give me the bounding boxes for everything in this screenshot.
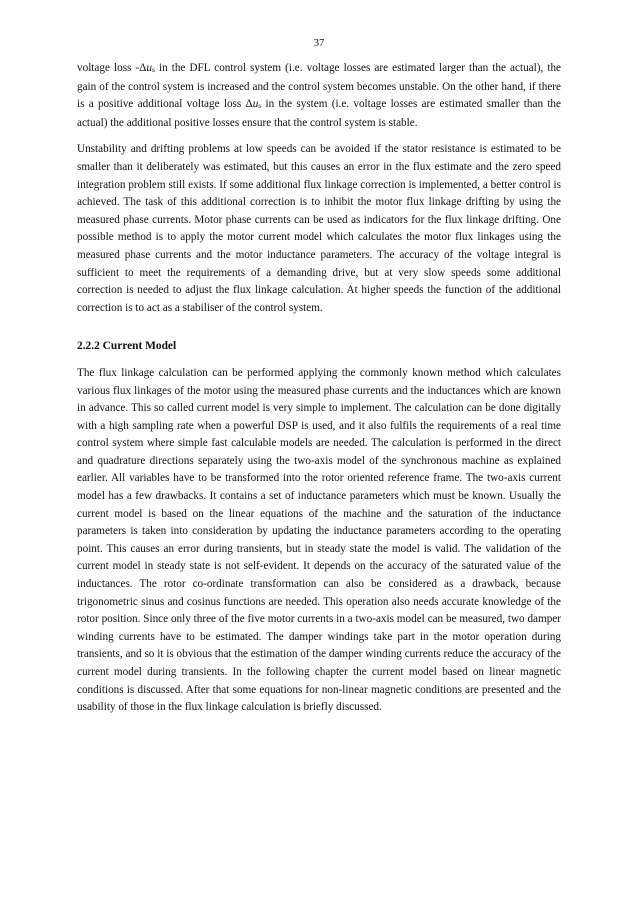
paragraph-text-segment: voltage loss -Δ bbox=[77, 62, 147, 74]
section-heading: 2.2.2 Current Model bbox=[77, 340, 177, 353]
paragraph-text-segment: in the DFL control system (i.e. voltage losses are estimated larger than the actual), the gain of the control system is increased and the control system becomes unstable. On the other hand, if there is a positive additional voltage loss Δ bbox=[77, 62, 561, 111]
paragraph-voltage-loss bbox=[77, 60, 561, 132]
paragraph-text-segment: in the system (i.e. voltage losses are estimated smaller than the actual) the additional positive losses ensure that the control system is stable. bbox=[77, 98, 561, 129]
paragraph-current-model: The flux linkage calculation can be performed applying the commonly known method which calculates various flux linkages of the motor using the measured phase currents and the inductances which are known in advance. This so called current model is very simple to implement. The calculation can be done digitally with a high sampling rate when a powerful DSP is used, and it also fulfils the requirements of a real time control system where simple fast calculable models are needed. The calculation is performed in the direct and quadrature directions separately using the two-axis model of the synchronous machine as explained earlier. All variables have to be transformed into the rotor oriented reference frame. The two-axis current model has a few drawbacks. It contains a set of inductance parameters which must be known. Usually the current model is based on the linear equations of the machine and the saturation of the inductance parameters is taken into consideration by updating the inductance parameters according to the operating point. This causes an error during transients, but in steady state the model is valid. The validation of the current model in steady state is not self-evident. It depends on the accuracy of the saturated value of the inductances. The rotor co-ordinate transformation can also be considered as a drawback, because trigonometric sinus and cosinus functions are needed. This operation also needs accurate knowledge of the rotor position. Since only three of the five motor currents in a two-axis model can be measured, two damper winding currents have to be estimated. The damper windings take part in the motor operation during transients, and so it is obvious that the estimation of the damper winding currents reduce the accuracy of the current model during transients. In the following chapter the current model based on linear magnetic conditions is discussed. After that some equations for non-linear magnetic conditions are presented and the usability of those in the flux linkage calculation is briefly discussed. bbox=[77, 366, 561, 714]
page-number: 37 bbox=[313, 38, 325, 49]
math-subscript: s bbox=[258, 101, 262, 111]
math-variable: u bbox=[146, 62, 152, 74]
page-body bbox=[77, 60, 561, 726]
math-subscript: s bbox=[151, 65, 155, 74]
math-variable: u bbox=[252, 98, 259, 111]
paragraph-unstability: Unstability and drifting problems at low speeds can be avoided if the stator resistance is estimated to be smaller than it deliberately was estimated, but this causes an error in the flux estimate and the zero speed integration problem still exists. If some additional flux linkage correction is implemented, a better control is achieved. The task of this additional correction is to inhibit the motor flux linkage drifting by using the measured phase currents. Motor phase currents can be used as indicators for the flux linkage drifting. One possible method is to apply the motor current model which calculates the motor flux linkages using the measured phase currents and the motor inductance parameters. The accuracy of the voltage integral is sufficient to meet the requirements of a demanding drive, but at very slow speeds some additional correction is needed to adjust the flux linkage calculation. At higher speeds the function of the additional correction is to act as a stabiliser of the control system. bbox=[77, 143, 561, 314]
